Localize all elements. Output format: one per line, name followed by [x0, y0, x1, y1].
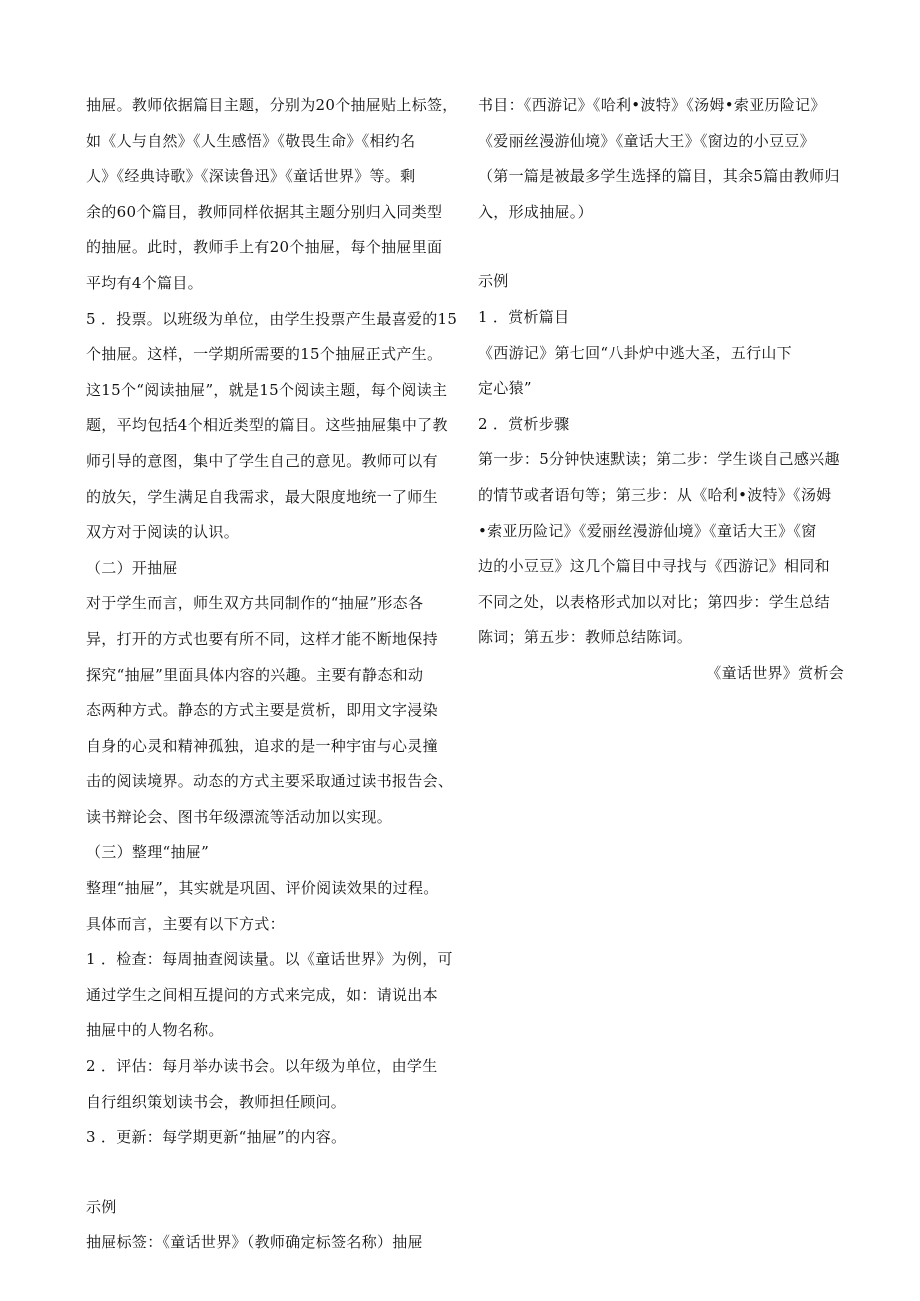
text-line: 自行组织策划读书会，教师担任顾问。	[86, 1092, 347, 1111]
text-line: 抽屉中的人物名称。	[86, 1021, 224, 1040]
heading-text: 1 ．赏析篇目	[478, 307, 570, 326]
subsection-heading-text-selection	[478, 300, 844, 336]
text-line: 定心猿”	[478, 379, 532, 398]
example-drawer-label	[86, 1225, 456, 1261]
subsection-heading-steps	[478, 407, 844, 443]
text-line: 具体而言，主要有以下方式：	[86, 914, 285, 933]
text-line: 整理“抽屉”，其实就是巩固、评价阅读效果的过程。	[86, 879, 439, 898]
paragraph-organize-drawer	[86, 871, 456, 942]
text-line: 人》《经典诗歌》《深读鲁迅》《童话世界》等。剩	[86, 167, 416, 186]
text-line: 击的阅读境界。动态的方式主要采取通过读书报告会、	[86, 772, 454, 791]
text-line: 《西游记》第七回“八卦炉中逃大圣，五行山下	[478, 343, 792, 362]
example-heading	[86, 1190, 456, 1226]
text-line: 异，打开的方式也要有所不同，这样才能不断地保持	[86, 629, 438, 648]
text-line: 3 ．更新：每学期更新“抽屉”的内容。	[86, 1128, 347, 1147]
text-line: 的情节或者语句等；第三步：从《哈利•波特》《汤姆	[478, 485, 832, 504]
text-line: 的放矢，学生满足自我需求，最大限度地统一了师生	[86, 487, 438, 506]
text-line: 抽屉。教师依据篇目主题，分别为20个抽屉贴上标签，	[86, 96, 458, 114]
section-heading-open-drawer	[86, 551, 456, 587]
paragraph-open-drawer	[86, 586, 456, 835]
text-line: 陈词；第五步：教师总结陈词。	[478, 628, 693, 647]
text-line: 2 ．评估：每月举办读书会。以年级为单位，由学生	[86, 1057, 438, 1076]
right-column	[478, 88, 844, 692]
text-line: 读书辩论会、图书年级漂流等活动加以实现。	[86, 807, 393, 826]
text-line: 不同之处，以表格形式加以对比；第四步：学生总结	[478, 592, 830, 611]
paragraph-steps	[478, 442, 844, 656]
left-column	[86, 88, 456, 1261]
text-line: 师引导的意图，集中了学生自己的意见。教师可以有	[86, 451, 438, 470]
list-item-update	[86, 1120, 456, 1156]
text-line: 5 ．投票。以班级为单位，由学生投票产生最喜爱的15	[86, 309, 458, 328]
text-line: 书目：《西游记》《哈利•波特》《汤姆•索亚历险记》	[478, 96, 826, 114]
list-item-evaluate	[86, 1049, 456, 1120]
text-line: 对于学生而言，师生双方共同制作的“抽屉”形态各	[86, 594, 424, 613]
paragraph-chapter	[478, 336, 844, 407]
section-heading-organize-drawer	[86, 835, 456, 871]
text-line: 《爱丽丝漫游仙境》《童话大王》《窗边的小豆豆》	[478, 131, 815, 150]
text-line: 第一步：5分钟快速默读；第二步：学生谈自己感兴趣	[478, 450, 840, 469]
text-line: •索亚历险记》《爱丽丝漫游仙境》《童话大王》《窗	[478, 521, 817, 540]
paragraph-drawer-labels	[86, 88, 456, 302]
text-line: 探究“抽屉”里面具体内容的兴趣。主要有静态和动	[86, 665, 424, 684]
list-item-check	[86, 942, 456, 1049]
heading-text: （二）开抽屉	[86, 558, 178, 577]
text-line: 自身的心灵和精神孤独，追求的是一种宇宙与心灵撞	[86, 736, 438, 755]
text-line: 余的60个篇目，教师同样依据其主题分别归入同类型	[86, 202, 443, 221]
heading-text: 2 ．赏析步骤	[478, 414, 570, 433]
closing-title	[478, 656, 844, 692]
text-line: 题，平均包括4个相近类型的篇目。这些抽屉集中了教	[86, 416, 448, 435]
heading-text: 示例	[478, 272, 509, 291]
text-line: 的抽屉。此时，教师手上有20个抽屉，每个抽屉里面	[86, 238, 443, 257]
text-line: 双方对于阅读的认识。	[86, 523, 240, 542]
heading-text: （三）整理“抽屉”	[86, 843, 210, 862]
text-line: 平均有4个篇目。	[86, 273, 203, 292]
text-line: 边的小豆豆》这几个篇目中寻找与《西游记》相同和	[478, 557, 830, 576]
text-line: 这15个“阅读抽屉”，就是15个阅读主题，每个阅读主	[86, 380, 448, 399]
text-line: 入，形成抽屉。）	[478, 202, 593, 221]
text-line: （第一篇是被最多学生选择的篇目，其余5篇由教师归	[478, 167, 840, 186]
heading-text: 《童话世界》赏析会	[706, 663, 844, 682]
spacer	[478, 230, 844, 264]
paragraph-book-list	[478, 88, 844, 230]
heading-text: 示例	[86, 1197, 117, 1216]
spacer	[86, 1156, 456, 1190]
text-line: 如《人与自然》《人生感悟》《敬畏生命》《相约名	[86, 131, 416, 150]
text-line: 态两种方式。静态的方式主要是赏析，即用文字浸染	[86, 701, 438, 720]
text-line: 个抽屉。这样，一学期所需要的15个抽屉正式产生。	[86, 345, 443, 364]
paragraph-voting	[86, 302, 456, 551]
example-heading	[478, 264, 844, 300]
text-line: 1 ．检查：每周抽查阅读量。以《童话世界》为例，可	[86, 950, 453, 969]
text-line: 抽屉标签：《童话世界》（教师确定标签名称）抽屉	[86, 1233, 423, 1252]
text-line: 通过学生之间相互提问的方式来完成，如：请说出本	[86, 985, 438, 1004]
